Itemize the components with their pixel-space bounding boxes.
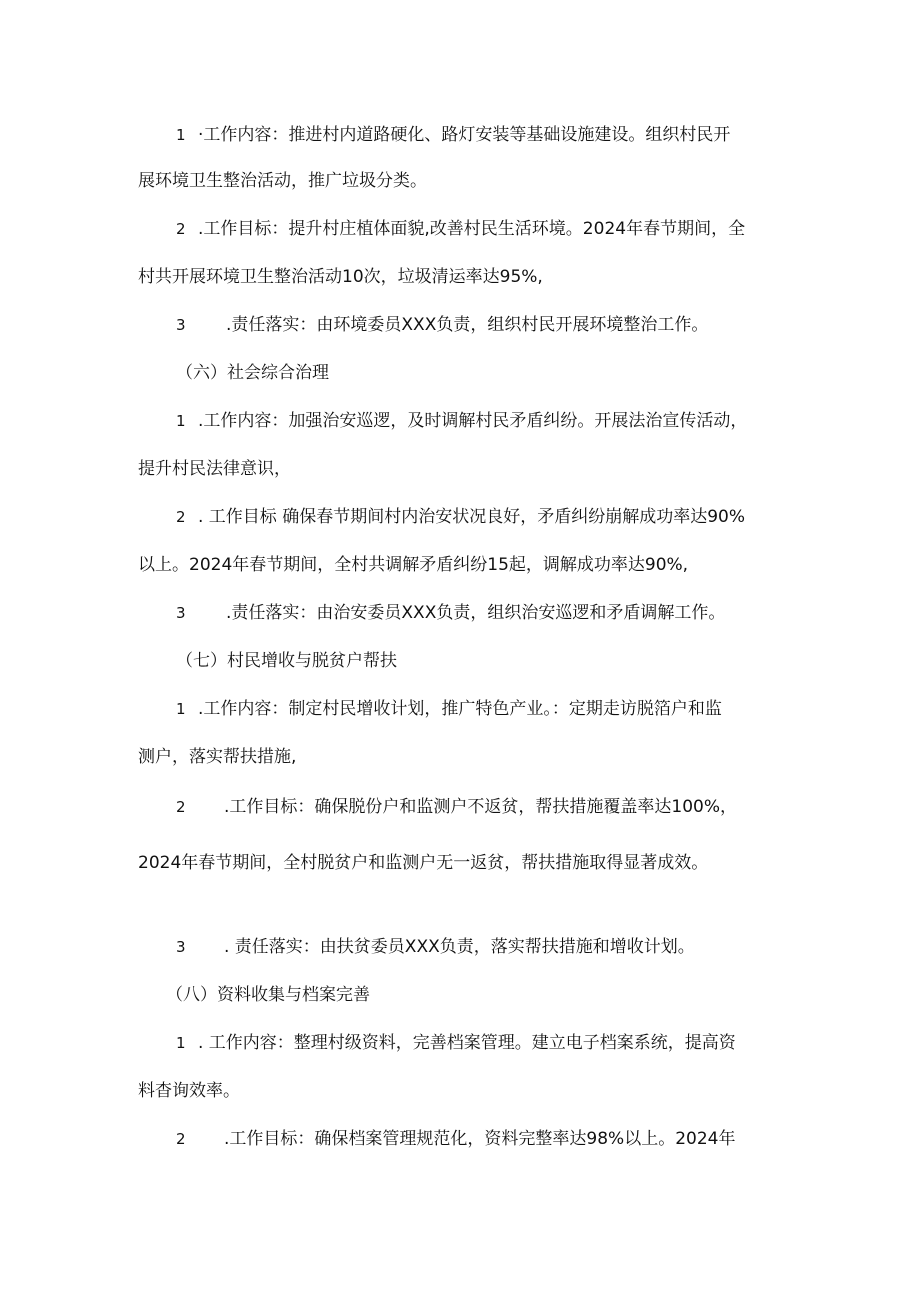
paragraph-line: 村共开展环境卫生整治活动10次，垃圾清运率达95%, [138,267,543,287]
paragraph-line: .工作目标：确保档案管理规范化，资料完整率达98%以上。2024年 [224,1129,736,1149]
item-number: 3 [176,938,186,956]
paragraph-line: 展环境卫生整治活动，推广垃圾分类。 [138,171,427,191]
paragraph-line: ·工作内容：推进村内道路硬化、路灯安装等基础设施建设。组织村民开 [198,125,731,145]
paragraph-line: 提升村民法律意识， [138,459,291,479]
section-heading: （七）村民增收与脱贫户帮扶 [176,651,397,671]
item-number: 2 [176,508,186,526]
paragraph-line: . 工作目标 确保春节期间村内治安状况良好，矛盾纠纷崩解成功率达90% [198,507,745,527]
paragraph-line: .工作内容：加强治安巡逻，及时调解村民矛盾纠纷。开展法治宣传活动， [198,411,748,431]
paragraph-line: . 工作内容：整理村级资料，完善档案管理。建立电子档案系统，提高资 [198,1033,736,1053]
item-number: 1 [176,126,186,144]
item-number: 1 [176,1034,186,1052]
item-number: 3 [176,316,186,334]
paragraph-line: . 责任落实：由扶贫委员XXX负责，落实帮扶措施和增收计划。 [224,937,695,957]
paragraph-line: .工作内容：制定村民增收计划，推广特色产业。：定期走访脱箔户和监 [198,699,722,719]
item-number: 2 [176,220,186,238]
item-number: 2 [176,1130,186,1148]
paragraph-line: .工作目标：提升村庄植体面貌,改善村民生活环境。2024年春节期间，全 [198,219,746,239]
paragraph-line: 2024年春节期间，全村脱贫户和监测户无一返贫，帮扶措施取得显著成效。 [138,853,709,873]
section-heading: （六）社会综合治理 [176,363,329,383]
paragraph-line: .工作目标：确保脱份户和监测户不返贫，帮扶措施覆盖率达100%， [224,797,738,817]
item-number: 2 [176,798,186,816]
paragraph-line: 料杳询效率。 [138,1081,240,1101]
item-number: 3 [176,604,186,622]
item-number: 1 [176,412,186,430]
paragraph-line: .责任落实：由治安委员XXX负责，组织治安巡逻和矛盾调解工作。 [226,603,726,623]
item-number: 1 [176,700,186,718]
paragraph-line: .责任落实：由环境委员XXX负责，组织村民开展环境整治工作。 [226,315,709,335]
paragraph-line: 以上。2024年春节期间，全村共调解矛盾纠纷15起，调解成功率达90%, [138,555,689,575]
section-heading: （八）资料收集与档案完善 [166,985,370,1005]
paragraph-line: 测户，落实帮扶措施, [138,747,297,767]
